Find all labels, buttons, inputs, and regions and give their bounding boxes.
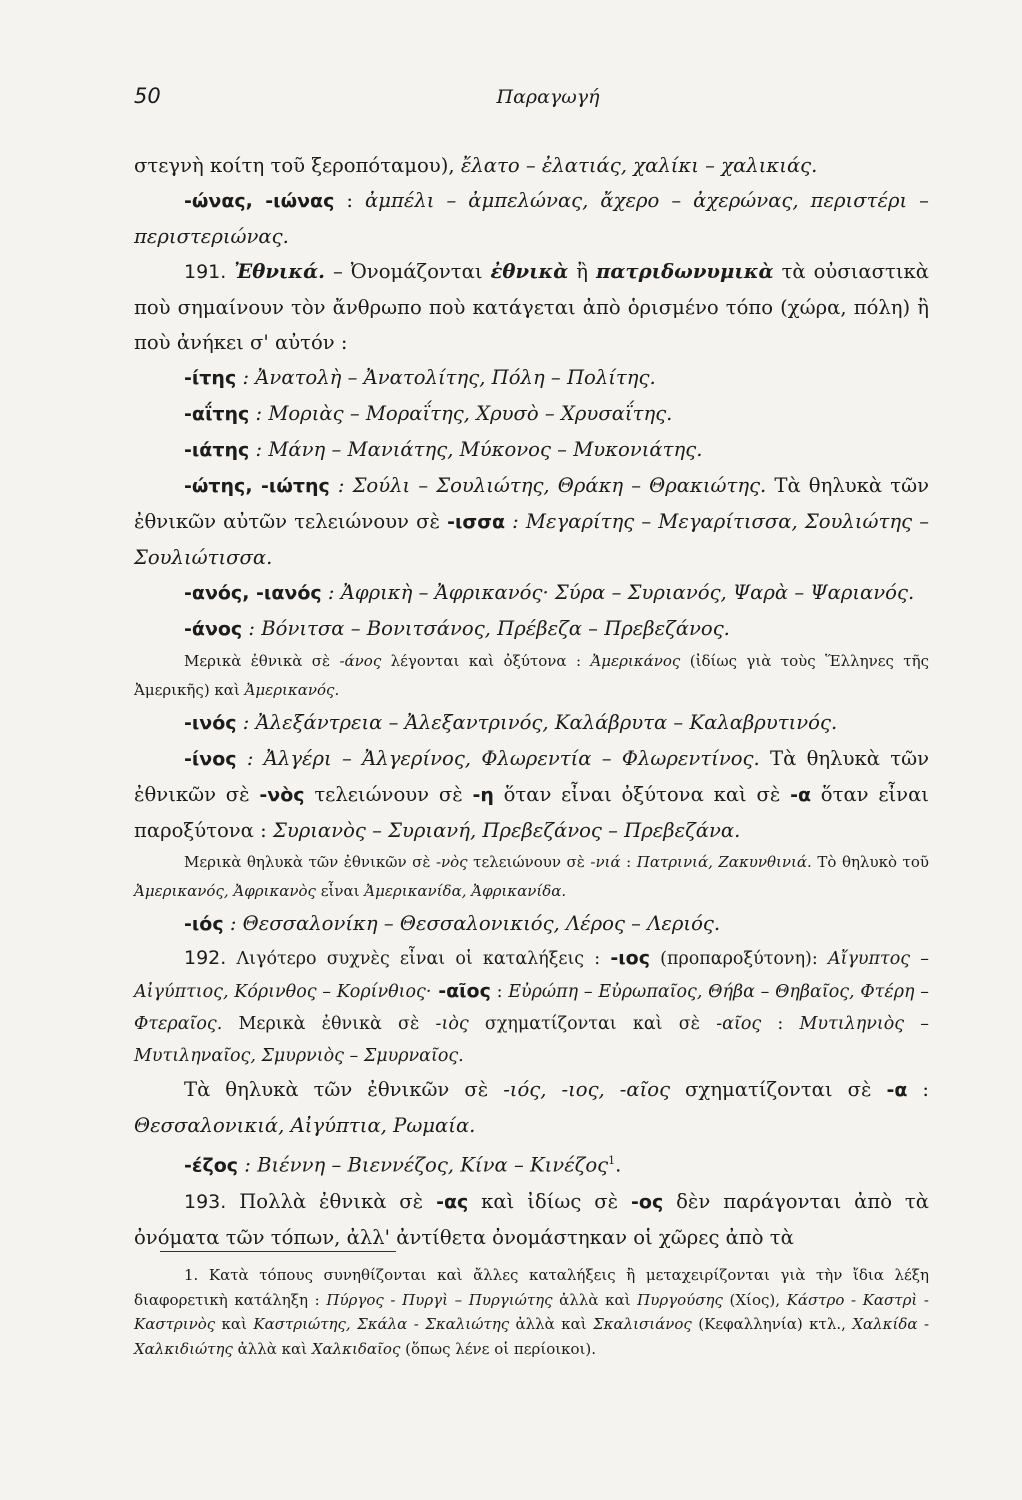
suffix: -ίνος (184, 748, 237, 770)
suffix: -ιος (610, 947, 650, 969)
examples: -νιά (590, 853, 621, 871)
note-feminine (134, 848, 929, 906)
paragraph-inos (134, 705, 929, 741)
examples: Χαλκιδαῖος (311, 1339, 401, 1358)
examples: : Ἀλγέρι – Ἀλγερίνος, Φλωρεντία – Φλωρεντίνος. (236, 747, 760, 770)
examples: Ἀμερικανός, Ἀφρικανὸς (134, 882, 316, 900)
text: : (907, 1078, 929, 1101)
text: ἀλλὰ καὶ (509, 1315, 594, 1333)
examples: Μυτιληνιὸς – Μυτιληναῖος, Σμυρνιὸς – Σμυρναῖος. (134, 1014, 929, 1066)
paragraph-iatis (134, 432, 929, 468)
examples: : Μάνη – Μανιάτης, Μύκονος – Μυκονιάτης. (249, 438, 703, 461)
suffix: -ιάτης (184, 439, 250, 461)
section-191 (134, 254, 929, 360)
examples: -ιός, -ιος, -αῖος (503, 1078, 671, 1101)
suffix: -ώτης, -ιώτης (184, 475, 330, 497)
examples: : Ἀφρικὴ – Ἀφρικανός· Σύρα – Συριανός, Ψαρὰ – Ψαριανός. (321, 581, 915, 604)
section-192 (134, 942, 929, 1072)
examples: Κάστρο - Καστρὶ - Καστρινὸς (134, 1290, 929, 1333)
examples: Θεσσαλονικιά, Αἰγύπτια, Ρωμαία. (134, 1114, 476, 1137)
examples: -αῖος (716, 1014, 762, 1034)
suffix: -ος (631, 1190, 664, 1213)
text: Τὰ θηλυκὰ τῶν ἐθνικῶν σὲ (134, 747, 930, 806)
note-anos (134, 647, 929, 705)
text: Μερικὰ ἐθνικὰ σὲ (184, 652, 340, 670)
section-title: Ἐθνικά. (234, 260, 325, 283)
text: σχηματίζονται καὶ σὲ (468, 1014, 717, 1034)
text: τελειώνουν σὲ (304, 783, 473, 806)
text: . (615, 1153, 622, 1177)
term: πατριδωνυμικὰ (596, 260, 774, 283)
section-193 (134, 1184, 929, 1255)
text: : (334, 189, 365, 212)
text: τὰ οὐσιαστικὰ ποὺ σημαίνουν τὸν ἄνθρωπο ποὺ κατάγεται ἀπὸ ὁρισμένο τόπο (χώρα, πόλη) ἢ ποὺ ἀνήκει σ' αὐτόν : (134, 260, 929, 354)
examples: Ἀμερικανός. (244, 681, 340, 699)
examples: Χαλκίδα - Χαλκιδιώτης (134, 1315, 930, 1358)
examples: Αἴγυπτος – Αἰγύπτιος, Κόρινθος – Κορίνθιος· (134, 949, 929, 1002)
examples: Πατρινιά, Ζακυνθινιά. (636, 853, 812, 871)
examples: -άνος (339, 652, 382, 670)
paragraph-feminine (134, 1072, 929, 1143)
suffix: -ίτης (184, 367, 237, 389)
footnote-divider (160, 1251, 396, 1252)
suffix: -ινός (184, 712, 237, 734)
suffix: -η (472, 784, 494, 806)
text: ὅταν εἶναι ὀξύτονα καὶ σὲ (493, 783, 791, 806)
examples: ἀμπέλι – ἀμπελώνας, ἄχερο – ἀχερώνας, περιστέρι – περιστεριώνας. (134, 189, 929, 248)
examples: : Ἀλεξάντρεια – Ἀλεξαντρινός, Καλάβρυτα – Καλαβρυτινός. (236, 711, 838, 734)
suffix: -α (790, 784, 812, 806)
examples: Ἀμερικανίδα, Ἀφρικανίδα. (364, 882, 567, 900)
text: 1. Κατὰ τόπους συνηθίζονται καὶ ἄλλες καταλήξεις ἢ μεταχειρίζονται γιὰ τὴν ἴδια λέξη διαφορετικὴ κατάληξη : (134, 1266, 929, 1309)
running-title: Παραγωγή (496, 86, 600, 108)
suffix: -έζος (184, 1154, 239, 1177)
text: Μερικὰ θηλυκὰ τῶν ἐθνικῶν σὲ (184, 853, 436, 871)
text: (προπαροξύτονη): (649, 949, 828, 969)
suffix: -αΐτης (184, 403, 250, 425)
paragraph-ezos (134, 1143, 929, 1184)
paragraph-anos (134, 575, 929, 611)
paragraph-continuation (134, 148, 929, 183)
examples: Σκαλισιάνος (593, 1315, 692, 1333)
text: στεγνὴ κοίτη τοῦ ξεροπόταμου), (134, 154, 461, 177)
paragraph-itis (134, 360, 929, 396)
examples: -ιὸς (435, 1014, 469, 1034)
text: : (620, 853, 637, 871)
text: ὅταν εἶναι παροξύτονα : (134, 783, 929, 842)
footnote-1 (134, 1263, 929, 1361)
paragraph-anos2 (134, 611, 929, 647)
suffix: -ας (436, 1190, 469, 1213)
section-number: 192. (184, 947, 227, 969)
paragraph-inos2 (134, 741, 929, 848)
suffix: -ώνας, -ιώνας (184, 190, 335, 212)
paragraph-aitis (134, 396, 929, 432)
text: καὶ (215, 1315, 254, 1333)
text: (ὅπως λένε οἱ περίοικοι). (400, 1339, 597, 1358)
examples: Πύργος - Πυργὶ – Πυργιώτης (326, 1290, 553, 1309)
text: : (761, 1014, 800, 1034)
paragraph-onas (134, 183, 929, 254)
paragraph-ios (134, 906, 929, 942)
examples: Ἀμερικάνος (590, 652, 681, 670)
section-number: 191. (184, 261, 227, 283)
footnotes (134, 1263, 929, 1361)
examples: : Μεγαρίτης – Μεγαρίτισσα, Σουλιώτης – Σουλιώτισσα. (134, 510, 929, 569)
examples: Εὐρώπη – Εὐρωπαῖος, Θήβα – Θηβαῖος, Φτέρη – Φτεραῖος. (134, 982, 929, 1034)
suffix: -ισσα (447, 511, 506, 533)
examples: : Μοριὰς – Μοραΐτης, Χρυσὸ – Χρυσαΐτης. (249, 402, 673, 425)
text: τελειώνουν σὲ (467, 853, 591, 871)
text: καὶ ἰδίως σὲ (468, 1189, 632, 1213)
text: εἶναι (315, 882, 365, 900)
examples: -νὸς (435, 853, 468, 871)
text: δὲν παράγονται ἀπὸ τὰ ὀνόματα τῶν τόπων, ἀλλ' ἀντίθετα ὀνομάστηκαν οἱ χῶρες ἀπὸ τὰ (134, 1189, 929, 1249)
body-text (134, 148, 929, 1255)
paragraph-otis (134, 468, 929, 575)
examples: : Βιέννη – Βιεννέζος, Κίνα – Κινέζος (238, 1153, 609, 1177)
examples: : Ἀνατολὴ – Ἀνατολίτης, Πόλη – Πολίτης. (236, 366, 656, 389)
text: ἀλλὰ καὶ (232, 1339, 312, 1358)
text: Πολλὰ ἐθνικὰ σὲ (226, 1189, 437, 1213)
suffix: -ανός, -ιανός (184, 582, 322, 604)
examples: ἔλατο – ἐλατιάς, χαλίκι – χαλικιάς. (460, 154, 818, 177)
text: (Χίος), (722, 1290, 787, 1309)
text: (ἰδίως γιὰ τοὺς Ἕλληνες τῆς Ἀμερικῆς) καὶ (134, 652, 929, 699)
suffix: -α (886, 1079, 908, 1101)
text: Τὸ θηλυκὸ τοῦ (811, 853, 929, 871)
term: ἐθνικὰ (490, 260, 569, 283)
examples: : Θεσσαλονίκη – Θεσσαλονικιός, Λέρος – Λεριός. (223, 912, 721, 935)
text: – Ὀνομάζονται (325, 260, 491, 283)
page-number: 50 (134, 84, 161, 108)
examples: Καστριώτης, Σκάλα - Σκαλιώτης (253, 1315, 510, 1333)
examples: : Σούλι – Σουλιώτης, Θράκη – Θρακιώτης. (329, 474, 767, 497)
suffix: -αῖος (431, 980, 491, 1002)
footnote-marker: 1 (608, 1154, 616, 1167)
text: Τὰ θηλυκὰ τῶν ἐθνικῶν αὐτῶν τελειώνουν σὲ (134, 474, 929, 533)
text: λέγονται καὶ ὀξύτονα : (381, 652, 591, 670)
text: ἀλλὰ καὶ (552, 1290, 638, 1309)
text: Λιγότερο συχνὲς εἶναι οἱ καταλήξεις : (226, 949, 611, 969)
text: Τὰ θηλυκὰ τῶν ἐθνικῶν σὲ (184, 1078, 504, 1101)
text: (Κεφαλληνία) κτλ., (691, 1315, 853, 1333)
text: ἢ (568, 260, 596, 283)
section-number: 193. (184, 1190, 227, 1213)
page-header (134, 84, 922, 114)
examples: Συριανὸς – Συριανή, Πρεβεζάνος – Πρεβεζάνα. (272, 819, 741, 842)
suffix: -άνος (184, 618, 243, 640)
examples: Πυργούσης (637, 1290, 723, 1309)
suffix: -ιός (184, 913, 224, 935)
text: : (490, 982, 509, 1002)
suffix: -νὸς (259, 784, 305, 806)
text: σχηματίζονται σὲ (670, 1078, 887, 1101)
examples: : Βόνιτσα – Βονιτσάνος, Πρέβεζα – Πρεβεζάνος. (242, 617, 730, 640)
text: Μερικὰ ἐθνικὰ σὲ (222, 1014, 436, 1034)
